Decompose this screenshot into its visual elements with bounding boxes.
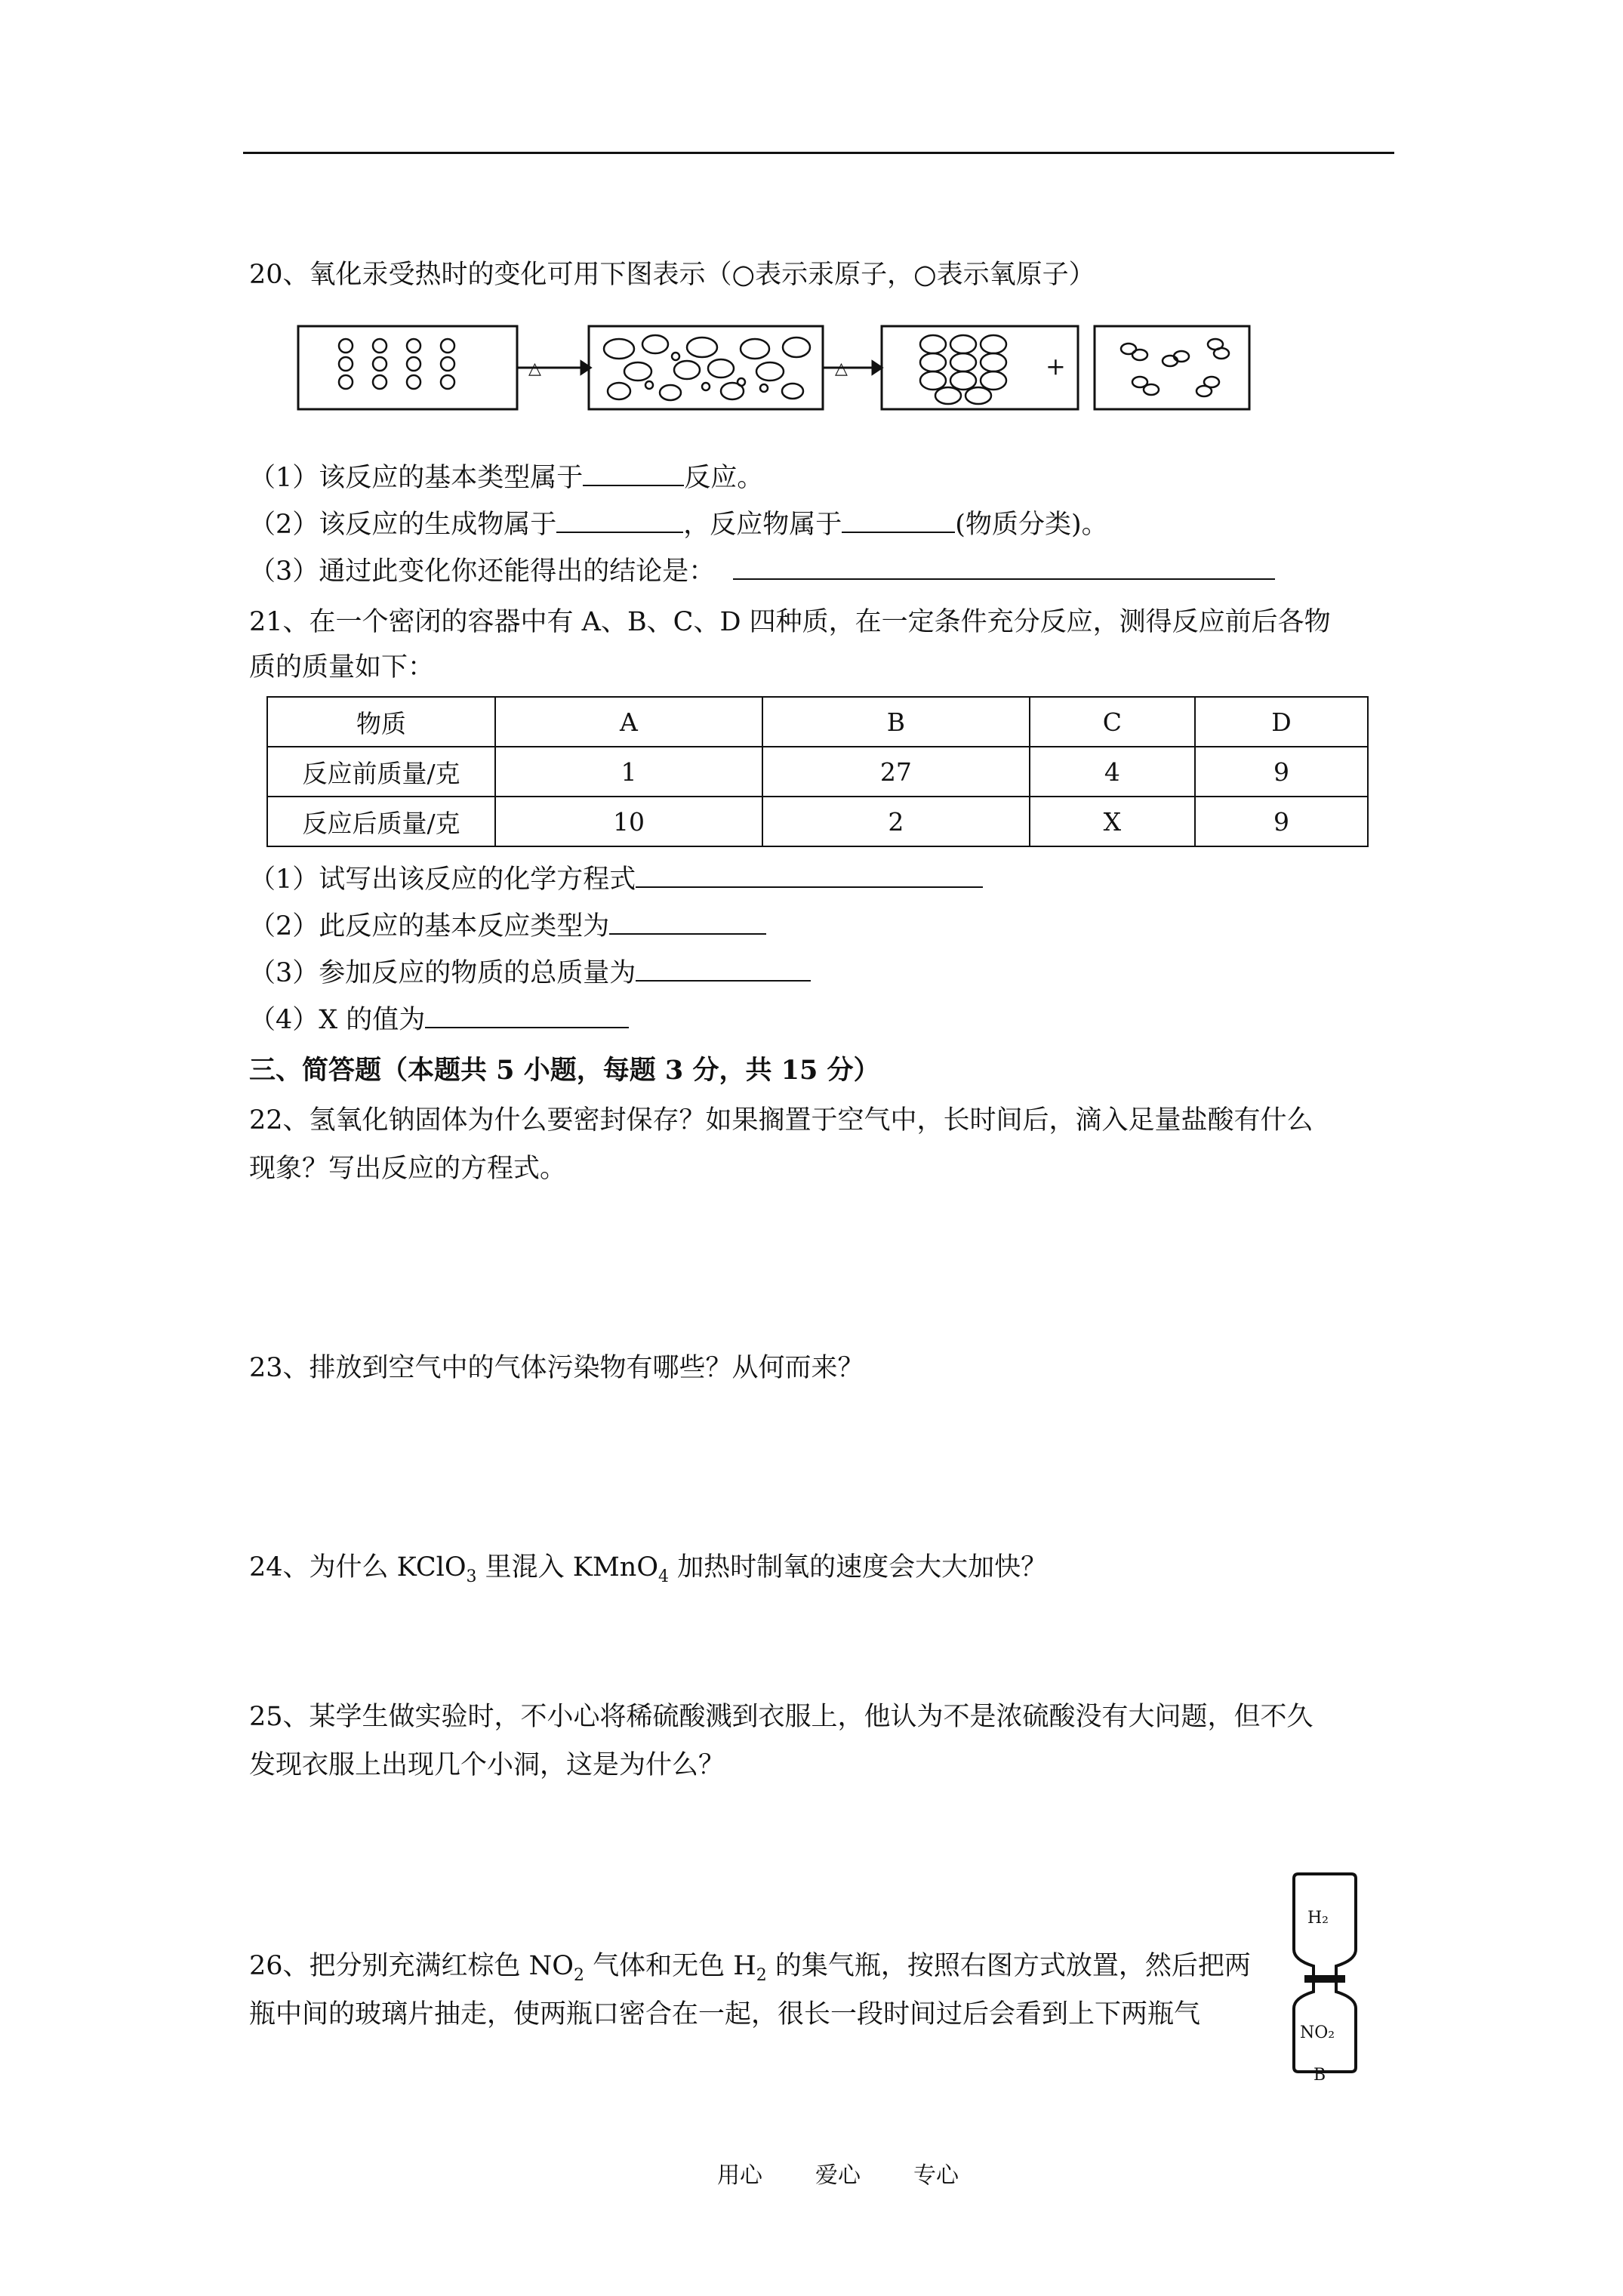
table-header-cell: C [1030,697,1195,747]
table-header-cell: D [1195,697,1368,747]
table-header-row [267,697,1368,747]
table-header-cell: 物质 [267,697,495,747]
table-cell: X [1030,797,1195,846]
q25-line2: 发现衣服上出现几个小洞，这是为什么？ [249,1750,725,1780]
q21-stem-line2: 质的质量如下： [249,652,435,683]
mass-table [266,696,1369,847]
q20-sub3 [249,553,1275,588]
answer-blank[interactable] [842,506,955,533]
table-header-cell: B [762,697,1030,747]
q20-sub2 [249,506,1108,541]
q21-sub3-text: （3）参加反应的物质的总质量为 [249,958,636,988]
answer-blank[interactable] [733,553,1275,580]
table-cell: 4 [1030,747,1195,797]
table-row [267,747,1368,797]
mercury-oxide-diagram [294,317,1336,415]
table-header-cell: A [495,697,762,747]
q21-sub4-text: （4）X 的值为 [249,1005,426,1035]
footer-word: 专心 [913,2162,959,2189]
q22-line1: 22、氢氧化钠固体为什么要密封保存？如果搁置于空气中，长时间后，滴入足量盐酸有什么 [249,1105,1313,1136]
q26-subscript-1: 2 [573,1966,584,1985]
table-cell: 2 [762,797,1030,846]
table-cell: 27 [762,747,1030,797]
q23-line1: 23、排放到空气中的气体污染物有哪些？从何而来？ [249,1353,864,1383]
q26-text-1: 26、把分别充满红棕色 NO [249,1951,574,1981]
q21-sub1-text: （1）试写出该反应的化学方程式 [249,864,636,895]
q26-text-3: 的集气瓶，按照右图方式放置，然后把两 [766,1951,1251,1981]
q24-text-2: 里混入 KMnO [476,1552,659,1583]
q25-line1: 25、某学生做实验时，不小心将稀硫酸溅到衣服上，他认为不是浓硫酸没有大问题，但不久 [249,1702,1313,1732]
q24-line1 [249,1551,1047,1594]
answer-blank[interactable] [636,861,983,888]
answer-blank[interactable] [583,459,684,486]
table-cell: 9 [1195,797,1368,846]
q20-stem: 20、氧化汞受热时的变化可用下图表示（○表示汞原子，○表示氧原子） [249,260,1095,290]
answer-blank[interactable] [636,954,811,982]
heat-symbol-1: △ [528,359,541,378]
q20-sub2-suffix: (物质分类)。 [955,510,1108,540]
q20-sub3-text: （3）通过此变化你还能得出的结论是： [249,556,716,587]
q20-sub1 [249,459,763,495]
table-cell: 10 [495,797,762,846]
gas-jars-diagram [1283,1872,1366,2085]
footer-word: 用心 [717,2162,762,2189]
table-cell: 9 [1195,747,1368,797]
table-row [267,797,1368,846]
table-cell: 1 [495,747,762,797]
q22-line2: 现象？写出反应的方程式。 [249,1154,567,1184]
answer-blank[interactable] [425,1001,629,1028]
heat-symbol-2: △ [835,359,848,378]
q20-sub1-prefix: （1）该反应的基本类型属于 [249,463,584,493]
q20-sub2-prefix: （2）该反应的生成物属于 [249,510,557,540]
q24-subscript-1: 3 [466,1567,477,1586]
q26-line1 [249,1949,1251,1992]
q20-sub1-suffix: 反应。 [684,463,764,493]
q24-text-3: 加热时制氧的速度会大大加快？ [669,1552,1048,1583]
table-cell: 反应前质量/克 [267,747,495,797]
answer-blank[interactable] [609,908,766,935]
q24-subscript-2: 4 [658,1567,670,1586]
q21-sub4 [249,1001,629,1037]
plus-symbol: + [1046,352,1066,381]
answer-blank[interactable] [556,506,683,533]
figure-caption: B [1313,2066,1326,2085]
oxygen-molecules-box [1095,326,1249,409]
h2-jar-label: H₂ [1307,1909,1329,1928]
q26-line2: 瓶中间的玻璃片抽走，使两瓶口密合在一起，很长一段时间过后会看到上下两瓶气 [249,1999,1201,2029]
q26-text-2: 气体和无色 H [584,1951,756,1981]
page-footer [717,2156,959,2190]
section-heading: 三、简答题（本题共 5 小题，每题 3 分，共 15 分） [249,1055,880,1086]
footer-word: 爱心 [815,2162,861,2189]
q21-sub3 [249,954,811,990]
q21-sub1 [249,861,983,896]
table-cell: 反应后质量/克 [267,797,495,846]
q24-text-1: 24、为什么 KClO [249,1552,467,1583]
q21-stem-line1: 21、在一个密闭的容器中有 A、B、C、D 四种质，在一定条件充分反应，测得反应前后各物 [249,607,1331,637]
q26-subscript-2: 2 [756,1966,767,1985]
q21-sub2-text: （2）此反应的基本反应类型为 [249,911,610,942]
no2-jar-label: NO₂ [1300,2023,1335,2042]
q20-sub2-middle: ，反应物属于 [683,510,842,540]
header-rule [243,152,1394,154]
q21-sub2 [249,908,766,943]
